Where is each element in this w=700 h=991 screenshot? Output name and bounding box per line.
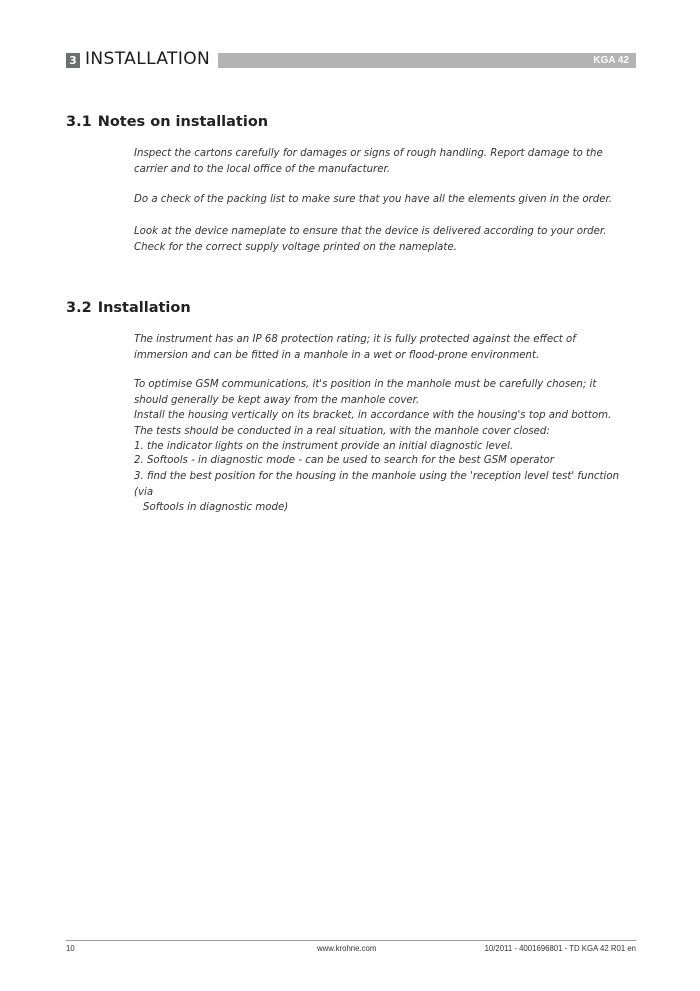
section-heading-notes: [66, 114, 268, 130]
chapter-number-badge: 3: [66, 53, 80, 68]
product-code: KGA 42: [593, 55, 629, 66]
text-line: Do a check of the packing list to make sure that you have all the elements given in the order.: [134, 194, 612, 205]
paragraph: [134, 377, 634, 455]
text-line: Softools in diagnostic mode): [143, 502, 289, 513]
footer-website: www.krohne.com: [317, 944, 377, 953]
text-line: carrier and to the local office of the manufacturer.: [134, 163, 390, 175]
list-item: [134, 453, 634, 469]
paragraph: [134, 146, 634, 177]
paragraph: [134, 224, 634, 255]
header-bar: [218, 53, 636, 68]
text-line: should generally be kept away from the manhole cover.: [134, 394, 420, 406]
paragraph: [134, 332, 634, 363]
section-title: Notes on installation: [97, 114, 269, 130]
footer-divider: [66, 940, 636, 941]
text-line: Inspect the cartons carefully for damages or signs of rough handling. Report damage to the: [134, 148, 603, 159]
section-title: Installation: [97, 300, 191, 316]
paragraph: [134, 192, 634, 208]
list-item: 1. the indicator lights on the instrument provide an initial diagnostic level.: [134, 441, 514, 452]
text-line: Install the housing vertically on its bracket, in accordance with the housing's top and bottom.: [134, 410, 612, 421]
text-line: 2. Softools - in diagnostic mode - can be used to search for the best GSM operator: [134, 455, 554, 466]
text-line: Check for the correct supply voltage printed on the nameplate.: [134, 241, 457, 253]
text-line: 3. find the best position for the housing in the manhole using the 'reception level test' function (via: [134, 471, 620, 498]
footer-document-reference: 10/2011 - 4001696801 - TD KGA 42 R01 en: [484, 944, 636, 953]
text-line: immersion and can be fitted in a manhole in a wet or flood-prone environment.: [134, 349, 540, 361]
text-line: To optimise GSM communications, it's position in the manhole must be carefully chosen; it: [134, 379, 597, 390]
page-header: [66, 51, 636, 70]
chapter-title: INSTALLATION: [85, 49, 211, 69]
text-line: Look at the device nameplate to ensure that the device is delivered according to your order.: [134, 226, 607, 237]
page-number: 10: [66, 944, 75, 953]
section-number: 3.2: [66, 300, 92, 316]
list-item: [134, 469, 634, 516]
section-heading-installation: [66, 300, 191, 316]
section-number: 3.1: [66, 114, 92, 130]
text-line: The instrument has an IP 68 protection rating; it is fully protected against the effect of: [134, 334, 576, 345]
text-line: The tests should be conducted in a real situation, with the manhole cover closed:: [134, 425, 550, 437]
